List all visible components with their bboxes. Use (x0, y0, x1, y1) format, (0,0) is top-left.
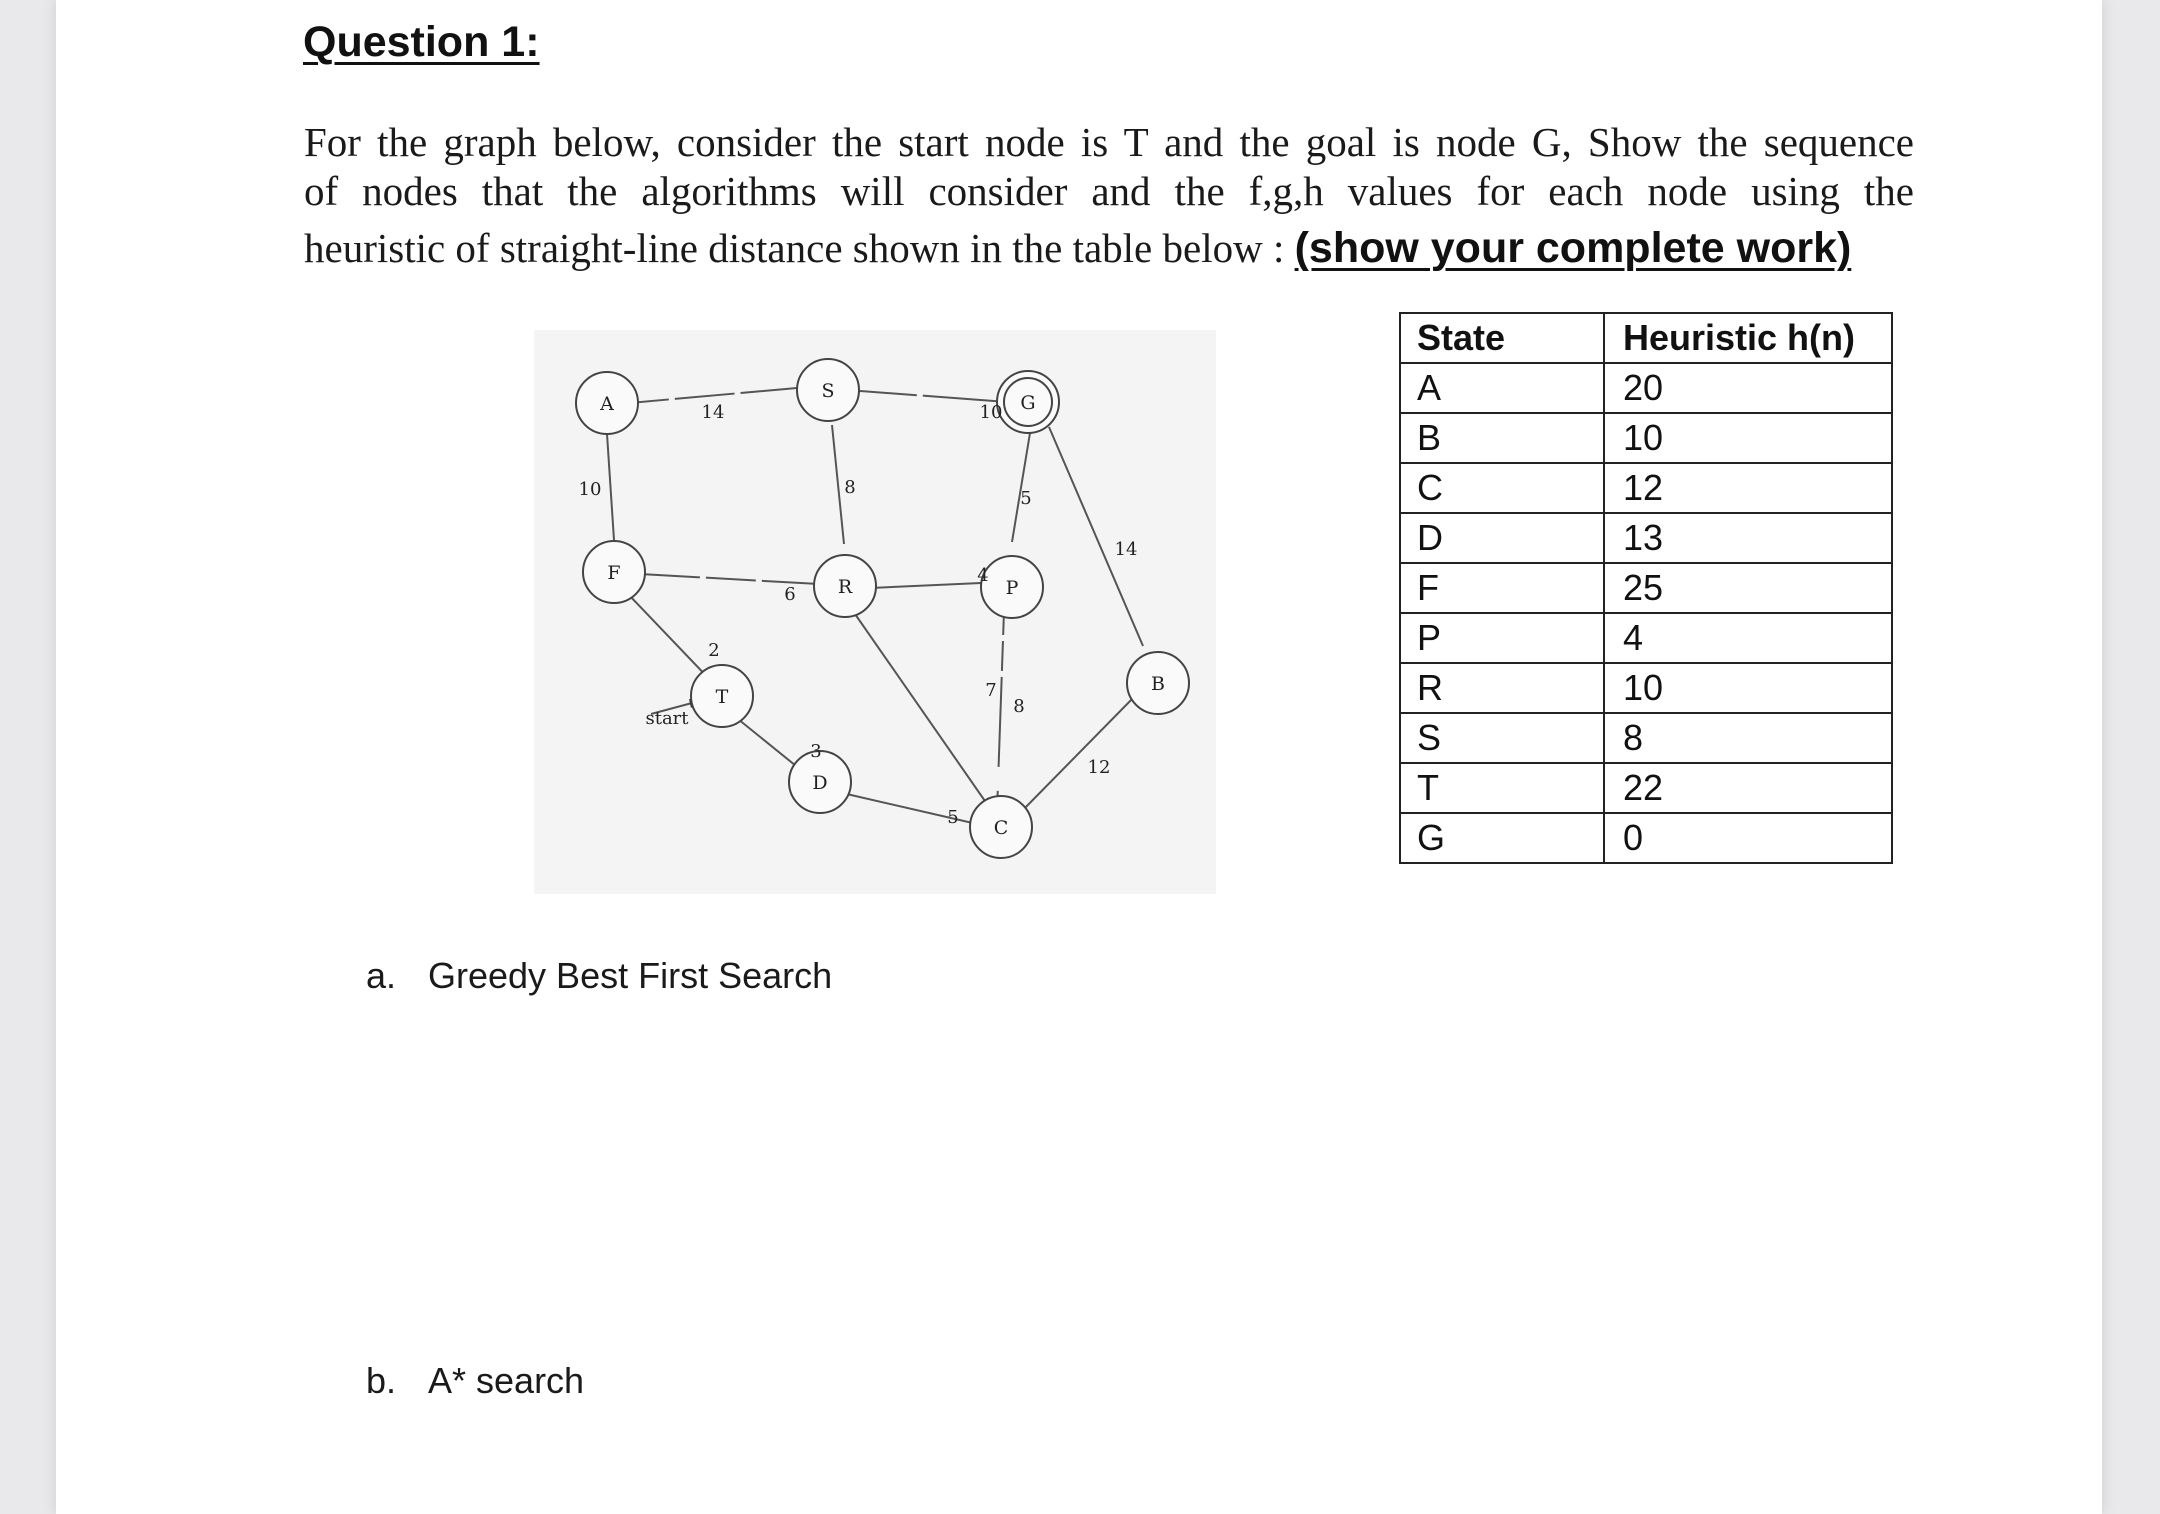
weight-R-P: 4 (977, 565, 989, 586)
node-R-label: R (837, 576, 853, 598)
node-A-label: A (600, 393, 614, 415)
weight-S-G: 10 (979, 402, 1003, 423)
weight-P-C: 8 (1013, 696, 1025, 717)
node-T-label: T (715, 686, 729, 708)
weight-S-R: 8 (844, 477, 856, 498)
node-D-label: D (812, 772, 828, 794)
heuristic-cell: 12 (1604, 463, 1892, 513)
node-F-label: F (607, 562, 621, 584)
node-G-label: G (1020, 392, 1036, 414)
node-S-label: S (821, 380, 835, 402)
weight-R-C: 7 (985, 680, 997, 701)
state-cell: F (1400, 563, 1604, 613)
heuristic-table (1399, 312, 1893, 864)
edge-S-R (832, 425, 844, 544)
heuristic-cell: 10 (1604, 413, 1892, 463)
table-row (1400, 713, 1892, 763)
show-work-emphasis: (show your complete work) (1294, 224, 1852, 272)
part-a-label: a. (366, 955, 397, 996)
edge-G-B (1049, 427, 1143, 646)
table-row (1400, 363, 1892, 413)
question-line-1: For the graph below, consider the start node is T and the goal is node G, Show the sequence (304, 119, 1914, 165)
edge-S-G (847, 390, 1007, 402)
edge-A-F (607, 434, 614, 540)
state-cell: G (1400, 813, 1604, 863)
weight-C-B: 12 (1087, 757, 1111, 778)
question-line-2: of nodes that the algorithms will consider and the f,g,h values for each node using the (304, 168, 1914, 214)
heuristic-cell: 4 (1604, 613, 1892, 663)
heuristic-cell: 8 (1604, 713, 1892, 763)
state-cell: P (1400, 613, 1604, 663)
edge-R-P (870, 583, 981, 588)
question-title: Question 1: (303, 18, 540, 66)
state-cell: B (1400, 413, 1604, 463)
part-b-text: A* search (428, 1360, 585, 1401)
table-row (1400, 563, 1892, 613)
part-b (366, 1360, 584, 1402)
table-header-row (1400, 313, 1892, 363)
part-a-text: Greedy Best First Search (428, 955, 833, 996)
heuristic-cell: 13 (1604, 513, 1892, 563)
state-cell: A (1400, 363, 1604, 413)
table-row (1400, 413, 1892, 463)
state-cell: D (1400, 513, 1604, 563)
node-C-label: C (993, 817, 1009, 839)
colon: : (1262, 225, 1295, 271)
part-b-label: b. (366, 1360, 397, 1401)
state-cell: R (1400, 663, 1604, 713)
part-a (366, 955, 832, 997)
question-text (304, 118, 1914, 273)
question-line-3-text: heuristic of straight-line distance shown in the table below (304, 225, 1263, 271)
weight-D-C: 5 (947, 807, 959, 828)
header-heuristic: Heuristic h(n) (1604, 313, 1892, 363)
state-cell: C (1400, 463, 1604, 513)
weight-A-S: 14 (701, 402, 725, 423)
heuristic-cell: 22 (1604, 763, 1892, 813)
node-B-label: B (1151, 673, 1165, 695)
edge-T-D (733, 715, 801, 770)
node-P-label: P (1005, 577, 1019, 599)
state-cell: S (1400, 713, 1604, 763)
heuristic-cell: 0 (1604, 813, 1892, 863)
heuristic-cell: 10 (1604, 663, 1892, 713)
edge-R-C (855, 614, 997, 814)
weight-A-F: 10 (578, 479, 602, 500)
weight-G-P: 5 (1020, 488, 1032, 509)
table-row (1400, 813, 1892, 863)
weight-F-R: 6 (784, 584, 796, 605)
header-state: State (1400, 313, 1604, 363)
table-row (1400, 763, 1892, 813)
heuristic-cell: 20 (1604, 363, 1892, 413)
weight-G-B: 14 (1114, 539, 1138, 560)
edge-C-B (1020, 695, 1136, 813)
start-label: start (645, 708, 689, 729)
table-row (1400, 463, 1892, 513)
edge-A-S (629, 387, 808, 403)
table-row (1400, 513, 1892, 563)
edge-F-R (640, 574, 819, 584)
question-line-3 (304, 224, 1914, 273)
document-page (56, 0, 2102, 1514)
edge-P-C (997, 611, 1004, 812)
edge-F-T (628, 594, 714, 684)
state-cell: T (1400, 763, 1604, 813)
heuristic-cell: 25 (1604, 563, 1892, 613)
graph-figure (534, 330, 1216, 894)
table-row (1400, 613, 1892, 663)
table-row (1400, 663, 1892, 713)
weight-T-D: 3 (810, 741, 822, 762)
weight-F-T: 2 (708, 640, 720, 661)
